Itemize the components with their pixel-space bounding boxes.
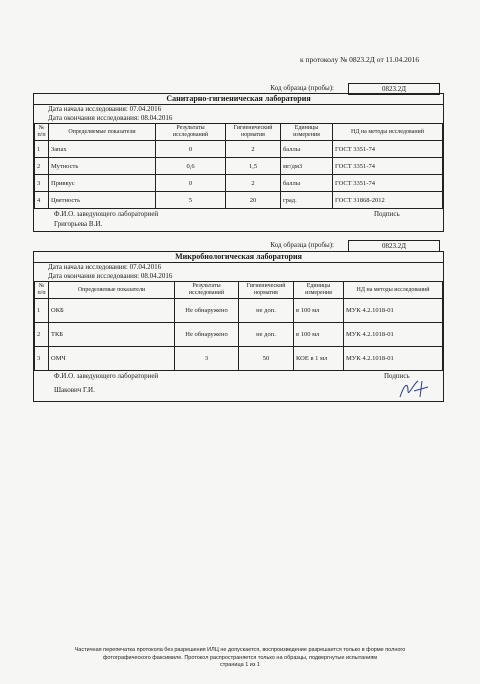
sample-code-value: 0823.2Д bbox=[348, 83, 440, 95]
method: ГОСТ 3351-74 bbox=[333, 141, 443, 158]
column-header: НД на методы исследований bbox=[344, 282, 443, 299]
head-label: Ф.И.О. заведующего лабораторией bbox=[54, 372, 159, 380]
sanitary-lab-section bbox=[33, 93, 444, 232]
unit: баллы bbox=[281, 141, 333, 158]
footer-line: Частичная перепечатка протокола без разрешения ИЛЦ не допускается, воспроизведение разрешается только в форме полного bbox=[74, 647, 406, 653]
result: 5 bbox=[156, 192, 226, 209]
method: МУК 4.2.1018-01 bbox=[344, 347, 443, 371]
indicator: ОКБ bbox=[49, 299, 175, 323]
footer-line: фотографического факсимиле. Протокол распространяется только на образцы, подвергнутые испытаниям bbox=[102, 654, 378, 661]
column-header: Единицы измерения bbox=[281, 124, 333, 141]
column-header: Определяемые показатели bbox=[49, 282, 175, 299]
norm: 20 bbox=[226, 192, 281, 209]
method: ГОСТ 3351-74 bbox=[333, 158, 443, 175]
indicator: Привкус bbox=[49, 175, 156, 192]
indicator: ТКБ bbox=[49, 323, 175, 347]
method: ГОСТ 3351-74 bbox=[333, 175, 443, 192]
results-table bbox=[34, 123, 443, 209]
result: 0,6 bbox=[156, 158, 226, 175]
indicator: Мутность bbox=[49, 158, 156, 175]
result: Не обнаружено bbox=[175, 323, 239, 347]
unit: мг/дм3 bbox=[281, 158, 333, 175]
handwritten-signature bbox=[394, 377, 434, 401]
column-header: Результаты исследований bbox=[175, 282, 239, 299]
head-label: Ф.И.О. заведующего лабораторией bbox=[54, 210, 159, 218]
footer-disclaimer bbox=[30, 647, 450, 670]
row-number: 3 bbox=[35, 347, 49, 371]
start-date: Дата начала исследования: 07.04.2016 bbox=[48, 105, 162, 113]
sample-code-label: Код образца (пробы): bbox=[270, 84, 334, 92]
row-number: 2 bbox=[35, 323, 49, 347]
unit: град. bbox=[281, 192, 333, 209]
signature-label: Подпись bbox=[384, 372, 410, 380]
norm: 1,5 bbox=[226, 158, 281, 175]
start-date: Дата начала исследования: 07.04.2016 bbox=[48, 263, 162, 271]
table-row bbox=[35, 347, 443, 371]
sample-code-label: Код образца (пробы): bbox=[270, 241, 334, 249]
row-number: 1 bbox=[35, 141, 49, 158]
table-row bbox=[35, 192, 443, 209]
table-row bbox=[35, 141, 443, 158]
signature-label: Подпись bbox=[374, 210, 400, 218]
row-number: 1 bbox=[35, 299, 49, 323]
section-title: Микробиологическая лаборатория bbox=[34, 252, 443, 263]
sample-code-value: 0823.2Д bbox=[348, 240, 440, 252]
row-number: 2 bbox=[35, 158, 49, 175]
section-title: Санитарно-гигиеническая лаборатория bbox=[34, 94, 443, 105]
end-date: Дата окончания исследования: 08.04.2016 bbox=[48, 114, 173, 122]
norm: не доп. bbox=[239, 299, 294, 323]
result: 0 bbox=[156, 141, 226, 158]
row-number: 3 bbox=[35, 175, 49, 192]
signature-block bbox=[34, 371, 443, 401]
column-header: № п/п bbox=[35, 282, 49, 299]
result: 0 bbox=[156, 175, 226, 192]
microbiology-lab-section bbox=[33, 251, 444, 402]
norm: не доп. bbox=[239, 323, 294, 347]
method: МУК 4.2.1018-01 bbox=[344, 299, 443, 323]
norm: 2 bbox=[226, 175, 281, 192]
column-header: Гигиенический норматив bbox=[239, 282, 294, 299]
table-row bbox=[35, 299, 443, 323]
norm: 50 bbox=[239, 347, 294, 371]
unit: в 100 мл bbox=[294, 323, 344, 347]
result: 3 bbox=[175, 347, 239, 371]
table-row bbox=[35, 158, 443, 175]
row-number: 4 bbox=[35, 192, 49, 209]
results-table bbox=[34, 281, 443, 371]
indicator: ОМЧ bbox=[49, 347, 175, 371]
table-header-row bbox=[35, 124, 443, 141]
column-header: № п/п bbox=[35, 124, 49, 141]
head-name: Григорьева В.И. bbox=[54, 220, 103, 228]
norm: 2 bbox=[226, 141, 281, 158]
result: Не обнаружено bbox=[175, 299, 239, 323]
unit: баллы bbox=[281, 175, 333, 192]
column-header: Единицы измерения bbox=[294, 282, 344, 299]
head-name: Шакович Г.И. bbox=[54, 386, 95, 394]
column-header: Определяемые показатели bbox=[49, 124, 156, 141]
table-header-row bbox=[35, 282, 443, 299]
unit: в 100 мл bbox=[294, 299, 344, 323]
unit: КОЕ в 1 мл bbox=[294, 347, 344, 371]
table-row bbox=[35, 175, 443, 192]
signature-block bbox=[34, 209, 443, 231]
column-header: НД на методы исследований bbox=[333, 124, 443, 141]
end-date: Дата окончания исследования: 08.04.2016 bbox=[48, 272, 173, 280]
indicator: Цветность bbox=[49, 192, 156, 209]
column-header: Гигиенический норматив bbox=[226, 124, 281, 141]
table-row bbox=[35, 323, 443, 347]
column-header: Результаты исследований bbox=[156, 124, 226, 141]
page-number: страница 1 из 1 bbox=[219, 662, 260, 668]
method: МУК 4.2.1018-01 bbox=[344, 323, 443, 347]
protocol-reference: к протоколу № 0823.2Д от 11.04.2016 bbox=[300, 55, 420, 64]
indicator: Запах bbox=[49, 141, 156, 158]
method: ГОСТ 31868-2012 bbox=[333, 192, 443, 209]
